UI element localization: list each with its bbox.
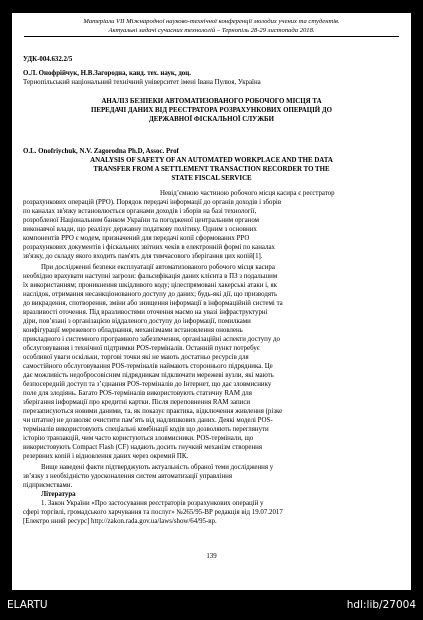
text-line: розрахункових операцій (РРО). Порядок передачі інформації до органів доходів і зборів	[23, 199, 282, 206]
reference-line: сфері торгівлі, громадського харчування та послуг» №265/95-ВР редакція від 19.07.2017	[23, 509, 283, 516]
body-paragraph-2	[23, 263, 399, 461]
text-line: підприємствами.	[23, 482, 73, 489]
title-en-line: TRANSFER FROM A SETTLEMENT TRANSACTION RECORDER TO THE	[93, 166, 330, 173]
reference-line: [Електро нний ресурс] http://zakon.rada.gov.ua/laws/show/64/95-вр.	[23, 518, 217, 525]
text-line: розрахункових документів і фіскальних звітних чеків в електронній формі по каналах	[23, 244, 275, 251]
text-line: зв'язку, до складу якого входить пам'ять для тимчасового зберігання цих копій[1].	[23, 253, 263, 260]
text-line: прикладного і системного програмного забезпечення, організаційні аспекти доступу до	[23, 336, 280, 343]
text-line: перезаписуються новими даними, та, як показує практика, відключення живлення (різке	[23, 408, 283, 415]
text-line: При дослідженні безпеки експлуатації автоматизованого робочого місця касира	[41, 264, 275, 271]
reference-line: 1. Закон України «Про застосування реєстраторів розрахункових операцій у	[41, 500, 264, 507]
title-en-line: STATE FISCAL SERVICE	[171, 175, 252, 182]
document-page	[12, 13, 411, 590]
text-line: конфігурації мережевого обладнання, механізмами встановлення оновлень	[23, 327, 243, 334]
text-line: терміналів використовують спеціальні комбінації кодів що дозволяють переглянути	[23, 426, 269, 433]
text-line: по каналах зв'язку встановлюється органами доходів і зборів на базі технології,	[23, 208, 257, 215]
conference-header-line-1: Матеріали VІІ Міжнародної науково-технічної конференції молодих учених та студентів.	[83, 18, 340, 25]
authors-ua: О.Л. Онофрійчук, Н.В.Загородна, канд. тех. наук, доц.	[23, 70, 191, 77]
page-number: 139	[206, 553, 217, 560]
text-line: зв’язку з необхідністю удосконалення систем автоматизації управління	[23, 473, 233, 480]
title-ua-line: ПЕРЕДАЧІ ДАНИХ ВІД РЕЄСТРАТОРА РОЗРАХУНКОВИХ ОПЕРАЦІЙ ДО	[91, 107, 332, 114]
text-line: резервних копій і відновлення даних через окремий ПК.	[23, 453, 189, 460]
handle-identifier: hdl:lib/27004	[346, 599, 416, 611]
text-line: самостійного обслуговування POS-терміналів наймають стороннього підрядника. Це	[23, 363, 273, 370]
text-line: наслідок, отримання несанкціонованого доступу до даних; будь-які дії, що призводять	[23, 291, 278, 298]
conference-header-line-2: Актуальні задачі сучасних технологій – Тернопіль 28-29 листопада 2018.	[108, 27, 315, 34]
body-paragraph-3	[23, 463, 399, 490]
title-en-line: ANALYSIS OF SAFETY OF AN AUTOMATED WORKPLACE AND THE DATA	[90, 157, 333, 164]
text-line: Вище наведені факти підтверджують актуальність обраної теми дослідження у	[41, 464, 274, 471]
text-line: дає можливість недобросовісним підрядникам підключати мережеві вузли, які мають	[23, 372, 274, 379]
title-ua-line: ДЕРЖАВНОЇ ФІСКАЛЬНОЇ СЛУЖБИ	[149, 116, 274, 123]
text-line: використовують Compact Flash (CF) надають досить гнучкий механізм створення	[23, 444, 263, 451]
text-line: особливої уваги оскільки, торгові точки які не мають достатньо ресурсів для	[23, 354, 249, 361]
text-line: Невід’ємною частиною робочого місця касира є реєстратор	[160, 190, 335, 197]
text-line: їх використанням; проникнення шкідливого коду; цілеспрямовані хакерські атаки і, як	[23, 282, 278, 289]
udk-code: УДК-004.632.2/5	[23, 56, 73, 63]
title-ua-line: АНАЛІЗ БЕЗПЕКИ АВТОМАТИЗОВАНОГО РОБОЧОГО МІСЦЯ ТА	[101, 98, 322, 105]
text-line: необхідно врахувати наступні загрози: фальсифікація даних клієнта в ПЗ з подальшим	[23, 273, 278, 280]
header-divider	[24, 36, 399, 37]
repository-label: ELARTU	[7, 599, 48, 611]
references-heading: Література	[41, 491, 76, 498]
text-line: поле для злодіянь. Багато POS-терміналів використовують статичну RAM для	[23, 390, 252, 397]
text-line: обслуговування і технічної підтримки POS-терміналів. Останній пункт потребує	[23, 345, 260, 352]
text-line: діри, пов’язані з організацією віддаленого доступу до інформації, помилками	[23, 318, 251, 325]
text-line: історію транзакцій, чим часто користуються зловмисники. POS-термінали, що	[23, 435, 254, 442]
body-paragraph-1	[23, 189, 399, 261]
text-line: вразливості оточення. Під вразливостями оточення маємо на увазі інфраструктурні	[23, 309, 268, 316]
authors-en: O.L. Onofriychuk, N.V. Zagorodna Ph.D, Assoc. Prof	[23, 148, 179, 155]
reference-1	[23, 499, 399, 526]
title-en	[12, 156, 411, 183]
text-line: розробленої Національним банком України та погодженої центральним органом	[23, 217, 259, 224]
title-ua	[12, 97, 411, 124]
text-line: безпосередній доступ та з’єднання POS-терміналів до Інтернет, що дає зловмиснику	[23, 381, 272, 388]
text-line: компонентів РРО є модем, призначений для передачі копії сформованих РРО	[23, 235, 250, 242]
text-line: зберігання інформації про кредитні картки. Після переповнення RAM записи	[23, 399, 251, 406]
text-line: виконавчої влади, що реалізує державну податкову політику. Одним з основних	[23, 226, 257, 233]
text-line: чи штатне) не дозволяє очистити пам’ять від надлишкових даних. Деякі моделі POS-	[23, 417, 273, 424]
affiliation-ua: Тернопільський національний технічний університет імені Івана Пулюя, Україна	[23, 79, 261, 86]
text-line: до викрадення, спотворення, зміни або знищення інформації в інформаційній системі та	[23, 300, 283, 307]
